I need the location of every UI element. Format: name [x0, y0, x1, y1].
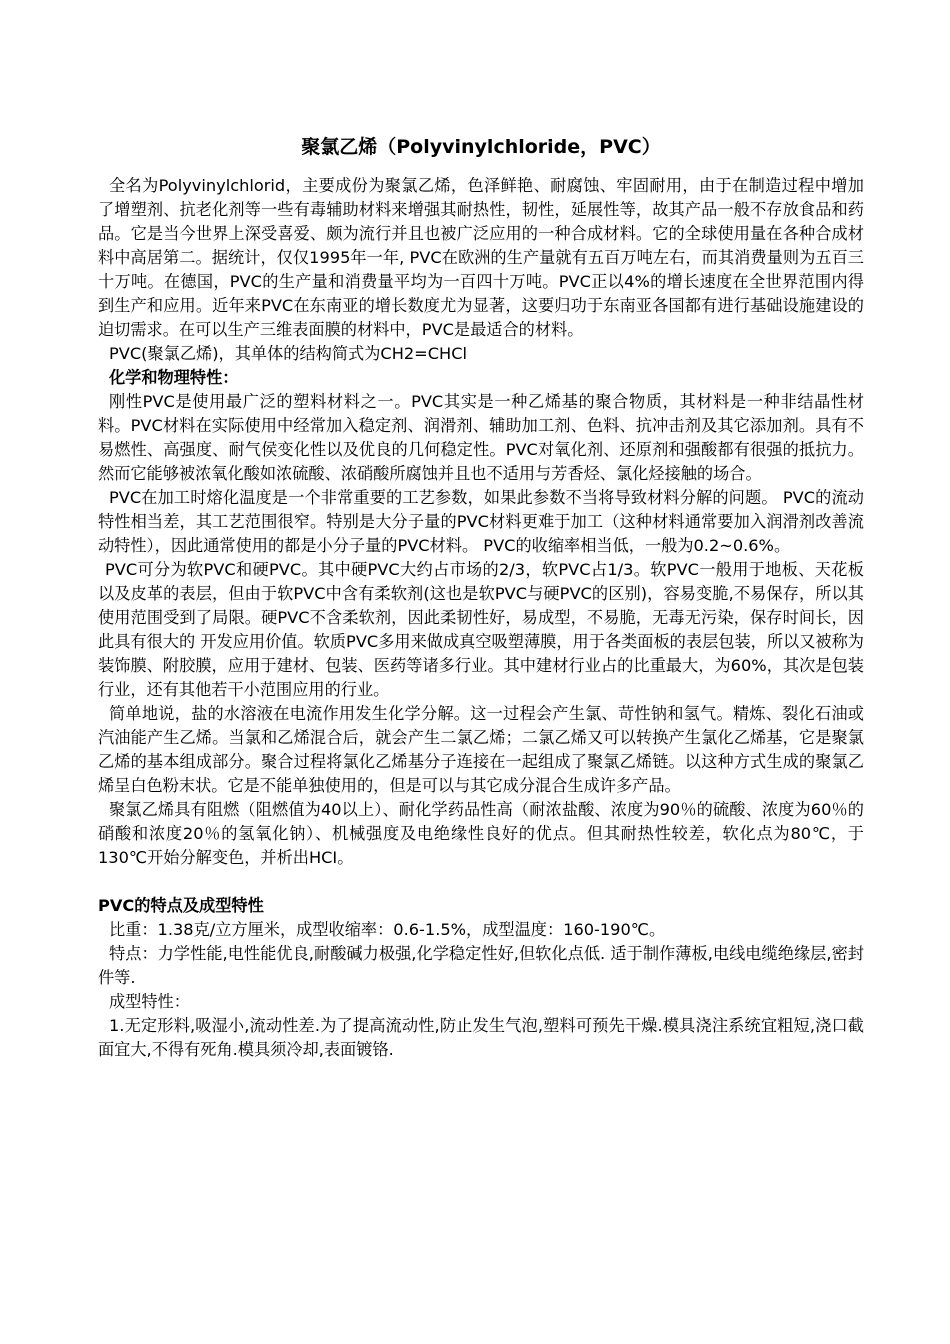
section-heading: PVC的特点及成型特性: [98, 896, 264, 915]
paragraph: 聚氯乙烯具有阻燃（阻燃值为40以上）、耐化学药品性高（耐浓盐酸、浓度为90％的硫酸、浓度为60％的硝酸和浓度20％的氢氧化钠）、机械强度及电绝缘性良好的优点。但其耐热性较差，软化点为80℃，于130℃开始分解变色，并析出HCI。: [98, 800, 864, 867]
paragraph: PVC(聚氯乙烯)，其单体的结构简式为CH2=CHCl: [109, 344, 468, 363]
document-body: [98, 174, 864, 1062]
blank-line: [98, 870, 864, 894]
paragraph: 全名为Polyvinylchlorid，主要成份为聚氯乙烯，色泽鲜艳、耐腐蚀、牢固耐用，由于在制造过程中增加了增塑剂、抗老化剂等一些有毒辅助材料来增强其耐热性，韧性，延展性等，故其产品一般不存放食品和药品。它是当今世界上深受喜爱、颇为流行并且也被广泛应用的一种合成材料。它的全球使用量在各种合成材料中高居第二。据统计，仅仅1995年一年, PVC在欧洲的生产量就有五百万吨左右，而其消费量则为五百三十万吨。在德国，PVC的生产量和消费量平均为一百四十万吨。PVC正以4%的增长速度在全世界范围内得到生产和应用。近年来PVC在东南亚的增长数度尤为显著，这要归功于东南亚各国都有进行基础设施建设的迫切需求。在可以生产三维表面膜的材料中，PVC是最适合的材料。: [98, 176, 864, 339]
paragraph: PVC在加工时熔化温度是一个非常重要的工艺参数，如果此参数不当将导致材料分解的问题。 PVC的流动特性相当差，其工艺范围很窄。特别是大分子量的PVC材料更难于加工（这种材料通常要加入润滑剂改善流动特性），因此通常使用的都是小分子量的PVC材料。 PVC的收缩率相当低，一般为0.2~0.6%。: [98, 488, 864, 555]
paragraph: 比重：1.38克/立方厘米，成型收缩率：0.6-1.5%，成型温度：160-190℃。: [109, 920, 666, 939]
paragraph: 1.无定形料,吸湿小,流动性差.为了提高流动性,防止发生气泡,塑料可预先干燥.模具浇注系统宜粗短,浇口截面宜大,不得有死角.模具须冷却,表面镀铬.: [98, 1016, 864, 1059]
paragraph: 特点：力学性能,电性能优良,耐酸碱力极强,化学稳定性好,但软化点低. 适于制作薄板,电线电缆绝缘层,密封件等.: [98, 944, 864, 987]
paragraph: 刚性PVC是使用最广泛的塑料材料之一。PVC其实是一种乙烯基的聚合物质，其材料是一种非结晶性材料。PVC材料在实际使用中经常加入稳定剂、润滑剂、辅助加工剂、色料、抗冲击剂及其它添加剂。具有不易燃性、高强度、耐气侯变化性以及优良的几何稳定性。PVC对氧化剂、还原剂和强酸都有很强的抵抗力。然而它能够被浓氧化酸如浓硫酸、浓硝酸所腐蚀并且也不适用与芳香烃、氯化烃接触的场合。: [98, 392, 864, 483]
paragraph: 成型特性：: [109, 992, 190, 1011]
paragraph: PVC可分为软PVC和硬PVC。其中硬PVC大约占市场的2/3，软PVC占1/3。软PVC一般用于地板、天花板以及皮革的表层，但由于软PVC中含有柔软剂(这也是软PVC与硬PVC的区别)，容易变脆,不易保存，所以其使用范围受到了局限。硬PVC不含柔软剂，因此柔韧性好，易成型，不易脆，无毒无污染，保存时间长，因此具有很大的 开发应用价值。软质PVC多用来做成真空吸塑薄膜，用于各类面板的表层包装，所以又被称为装饰膜、附胶膜，应用于建材、包装、医药等诸多行业。其中建材行业占的比重最大，为60%，其次是包装行业，还有其他若干小范围应用的行业。: [98, 560, 864, 699]
paragraph: 简单地说，盐的水溶液在电流作用发生化学分解。这一过程会产生氯、苛性钠和氢气。精炼、裂化石油或汽油能产生乙烯。当氯和乙烯混合后，就会产生二氯乙烯；二氯乙烯又可以转换产生氯化乙烯基，它是聚氯乙烯的基本组成部分。聚合过程将氯化乙烯基分子连接在一起组成了聚氯乙烯链。以这种方式生成的聚氯乙烯呈白色粉末状。它是不能单独使用的，但是可以与其它成分混合生成许多产品。: [98, 704, 864, 795]
document-page: [98, 132, 864, 1062]
document-title: 聚氯乙烯（Polyvinylchloride，PVC）: [301, 136, 661, 158]
section-heading: 化学和物理特性：: [109, 368, 239, 387]
